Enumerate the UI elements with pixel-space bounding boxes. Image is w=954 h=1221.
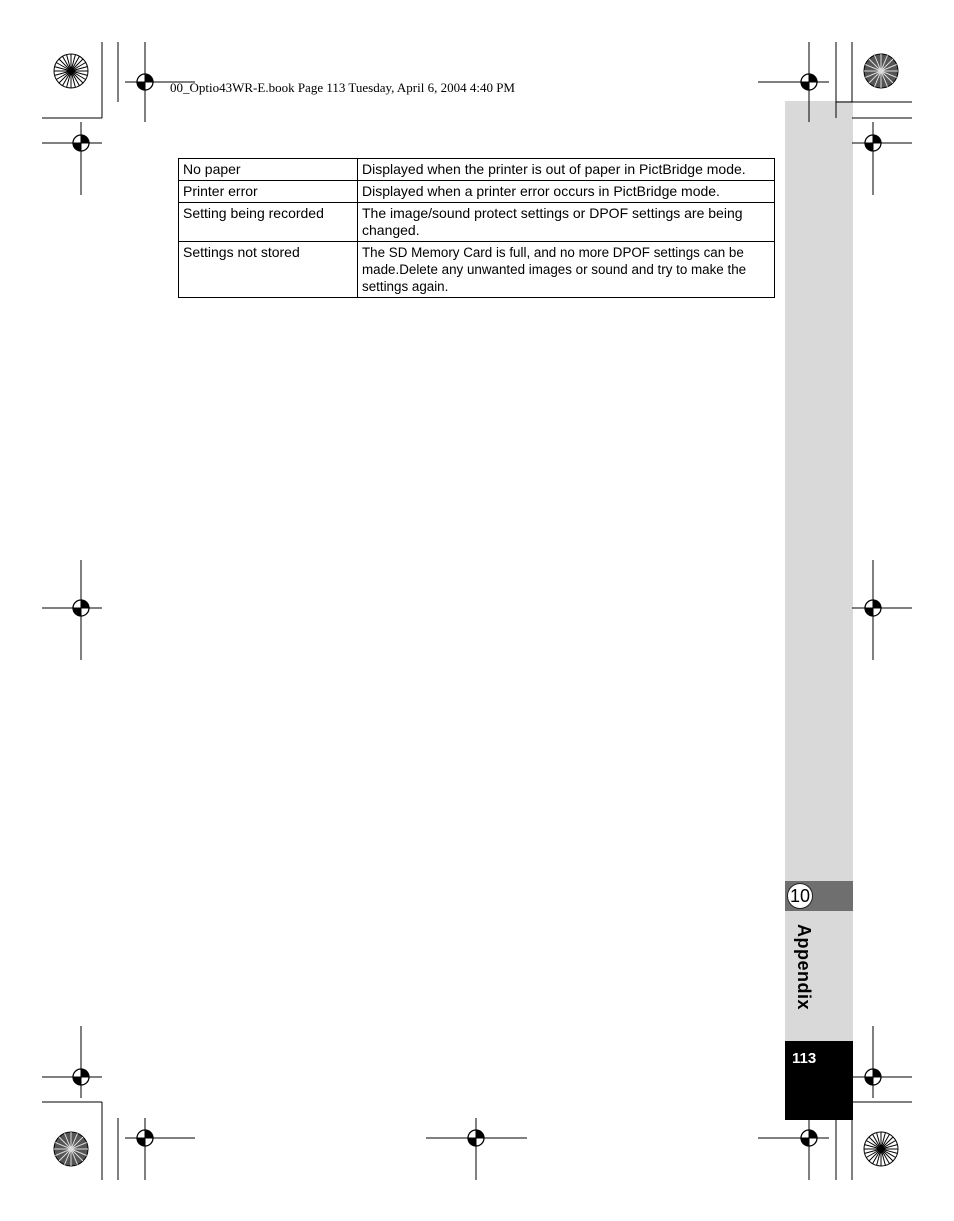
- description-cell: The SD Memory Card is full, and no more DPOF settings can be made.Delete any unwanted images or sound and try to make the settings again.: [358, 242, 775, 298]
- chapter-number-badge: 10: [787, 883, 813, 909]
- message-cell: Setting being recorded: [179, 203, 358, 242]
- description-cell: Displayed when the printer is out of paper in PictBridge mode.: [358, 159, 775, 181]
- description-cell: Displayed when a printer error occurs in PictBridge mode.: [358, 181, 775, 203]
- message-cell: Settings not stored: [179, 242, 358, 298]
- message-cell: No paper: [179, 159, 358, 181]
- message-cell: Printer error: [179, 181, 358, 203]
- print-header: 00_Optio43WR-E.book Page 113 Tuesday, April 6, 2004 4:40 PM: [170, 80, 515, 95]
- page-number: 113: [792, 1050, 817, 1067]
- chapter-title: Appendix: [794, 924, 814, 1011]
- description-cell: The image/sound protect settings or DPOF settings are being changed.: [358, 203, 775, 242]
